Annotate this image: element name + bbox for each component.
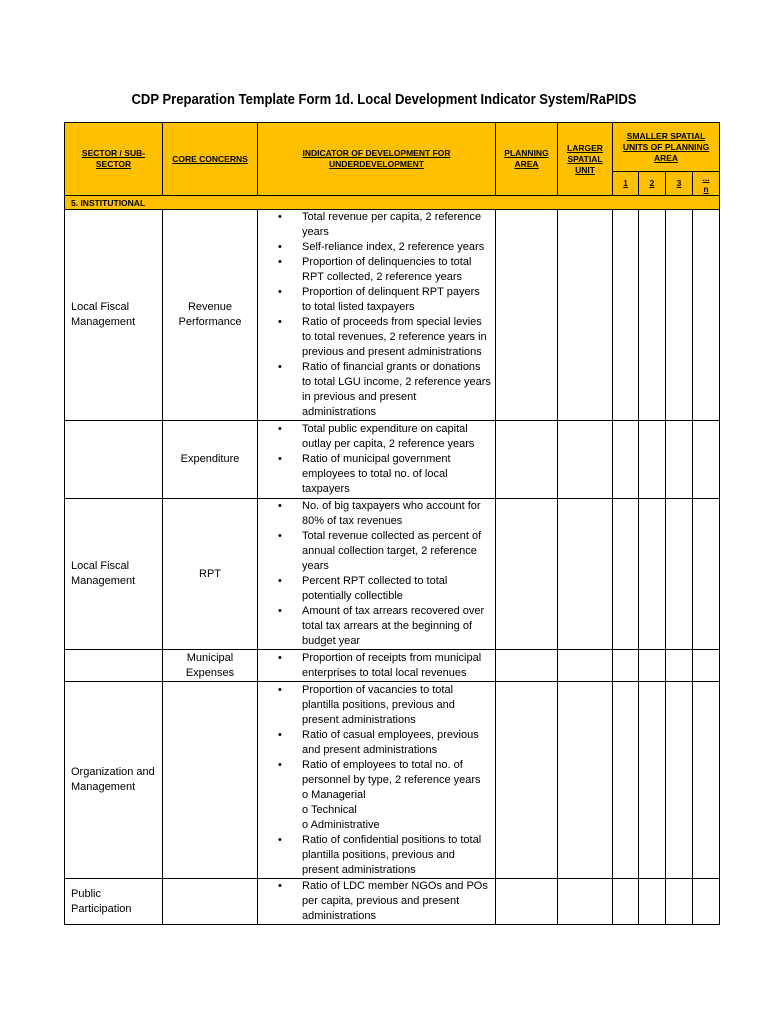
personnel-type-administrative: o Administrative xyxy=(302,818,380,831)
header-sector: SECTOR / SUB-SECTOR xyxy=(65,123,163,196)
personnel-type-managerial: o Managerial xyxy=(302,788,366,801)
indicator-item: • Ratio of confidential positions to total plantilla positions, previous and present administrations xyxy=(278,833,482,876)
indicator-item: • Ratio of financial grants or donations to total LGU income, 2 reference years in previous and present administrations xyxy=(278,361,491,418)
sector-cell xyxy=(65,650,163,682)
indicator-item: • Self-reliance index, 2 reference years xyxy=(278,241,485,253)
table-row xyxy=(65,421,720,499)
header-unit-n xyxy=(693,172,720,196)
indicator-cell xyxy=(258,421,496,499)
indicator-item: • Proportion of delinquent RPT payers to total listed taxpayers xyxy=(278,286,480,313)
indicator-cell xyxy=(258,210,496,421)
indicator-item: • No. of big taxpayers who account for 80% of tax revenues xyxy=(278,500,481,527)
core-concern-cell: Municipal Expenses xyxy=(163,650,258,682)
sector-cell: Local Fiscal Management xyxy=(65,499,163,650)
personnel-type-technical: o Technical xyxy=(302,803,357,816)
indicator-item: • Total revenue per capita, 2 reference years xyxy=(278,211,482,238)
indicator-item: • Total public expenditure on capital outlay per capita, 2 reference years xyxy=(278,423,475,450)
core-concern-cell: Revenue Performance xyxy=(163,210,258,421)
indicator-item: • Ratio of LDC member NGOs and POs per capita, previous and present administrations xyxy=(278,880,488,922)
indicator-item: • Proportion of vacancies to total plantilla positions, previous and present administrations xyxy=(278,683,455,726)
table-row xyxy=(65,682,720,879)
indicator-cell xyxy=(258,682,496,879)
indicator-item: • Proportion of receipts from municipal enterprises to total local revenues xyxy=(278,651,482,679)
indicator-cell xyxy=(258,499,496,650)
indicator-table xyxy=(64,122,720,925)
sector-cell: Public Participation xyxy=(65,879,163,925)
indicator-item: • Percent RPT collected to total potentially collectible xyxy=(278,575,448,602)
indicator-item: • Ratio of proceeds from special levies to total revenues, 2 reference years in previous and present administrations xyxy=(278,316,487,358)
indicator-cell xyxy=(258,650,496,682)
header-unit-3: 3 xyxy=(666,172,693,196)
header-core-concerns: CORE CONCERNS xyxy=(163,123,258,196)
sector-cell xyxy=(65,421,163,499)
core-concern-cell: RPT xyxy=(163,499,258,650)
core-concern-cell xyxy=(163,682,258,879)
table-row xyxy=(65,210,720,421)
sector-cell: Local Fiscal Management xyxy=(65,210,163,421)
table-row xyxy=(65,499,720,650)
indicator-item: • Amount of tax arrears recovered over total tax arrears at the beginning of budget year xyxy=(278,605,485,647)
page-title: CDP Preparation Template Form 1d. Local Development Indicator System/RaPIDS xyxy=(131,92,637,108)
sector-cell: Organization and Management xyxy=(65,682,163,879)
header-smaller-spatial-units: SMALLER SPATIAL UNITS OF PLANNING AREA xyxy=(613,123,720,172)
header-unit-n-dots: ... xyxy=(702,172,710,183)
indicator-cell xyxy=(258,879,496,925)
core-concern-cell: Expenditure xyxy=(163,421,258,499)
indicator-item: • Total revenue collected as percent of annual collection target, 2 reference years xyxy=(278,530,482,572)
indicator-item: • Ratio of employees to total no. of personnel by type, 2 reference years xyxy=(278,758,481,786)
indicator-item: • Ratio of municipal government employees to total no. of local taxpayers xyxy=(278,453,451,495)
table-row xyxy=(65,879,720,925)
header-larger-spatial-unit: LARGER SPATIAL UNIT xyxy=(558,123,613,196)
header-unit-1: 1 xyxy=(613,172,639,196)
header-unit-2: 2 xyxy=(639,172,666,196)
core-concern-cell xyxy=(163,879,258,925)
header-planning-area: PLANNING AREA xyxy=(496,123,558,196)
section-institutional: 5. INSTITUTIONAL xyxy=(65,196,720,210)
header-unit-n-letter: n xyxy=(703,183,709,194)
table-row xyxy=(65,650,720,682)
header-indicator: INDICATOR OF DEVELOPMENT FOR UNDERDEVELOPMENT xyxy=(258,123,496,196)
indicator-item: • Ratio of casual employees, previous and present administrations xyxy=(278,728,479,756)
indicator-item: • Proportion of delinquencies to total RPT collected, 2 reference years xyxy=(278,256,472,283)
